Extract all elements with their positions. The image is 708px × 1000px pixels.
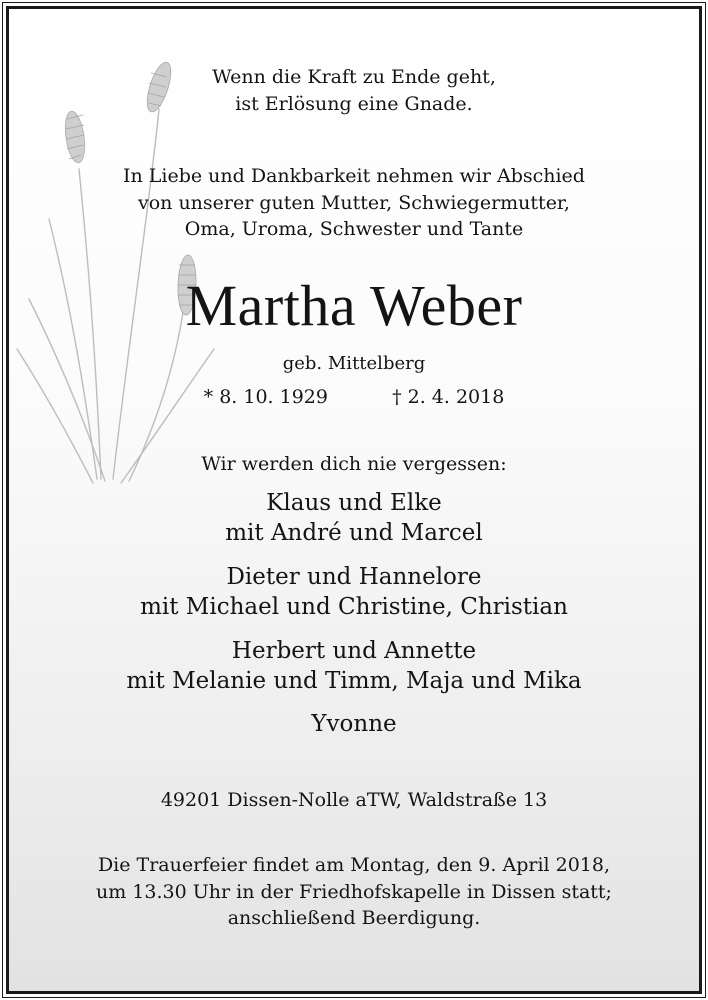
funeral-line: Die Trauerfeier findet am Montag, den 9. April 2018, [97,854,611,876]
family-line: mit André und Marcel [225,520,483,546]
motto-line: ist Erlösung eine Gnade. [235,92,473,115]
family-group [0,636,708,696]
intro [0,163,708,243]
family-line: Dieter und Hannelore [226,564,482,590]
birth-name: geb. Mittelberg [282,353,426,374]
birth-date: * 8. 10. 1929 [203,386,328,408]
life-dates [0,384,708,410]
family-line: mit Michael und Christine, Christian [140,594,568,620]
family-line: Yvonne [311,711,397,737]
deceased-name: Martha Weber [185,273,523,338]
family-group [0,488,708,548]
family-line: Klaus und Elke [266,490,442,516]
funeral-notice [0,852,708,932]
family-line: mit Melanie und Timm, Maja und Mika [126,668,582,694]
family-group [0,562,708,622]
intro-line: In Liebe und Dankbarkeit nehmen wir Abschied [123,165,585,187]
funeral-line: anschließend Beerdigung. [227,907,481,929]
family-line: Herbert und Annette [231,638,477,664]
family-group [0,709,708,739]
funeral-line: um 13.30 Uhr in der Friedhofskapelle in Dissen statt; [96,880,612,903]
address: 49201 Dissen-Nolle aTW, Waldstraße 13 [160,789,548,811]
motto [0,64,708,117]
death-date: † 2. 4. 2018 [392,386,505,408]
intro-line: von unserer guten Mutter, Schwiegermutter, [138,191,570,214]
intro-line: Oma, Uroma, Schwester und Tante [184,218,524,240]
remember-line: Wir werden dich nie vergessen: [201,453,507,475]
motto-line: Wenn die Kraft zu Ende geht, [212,66,496,88]
